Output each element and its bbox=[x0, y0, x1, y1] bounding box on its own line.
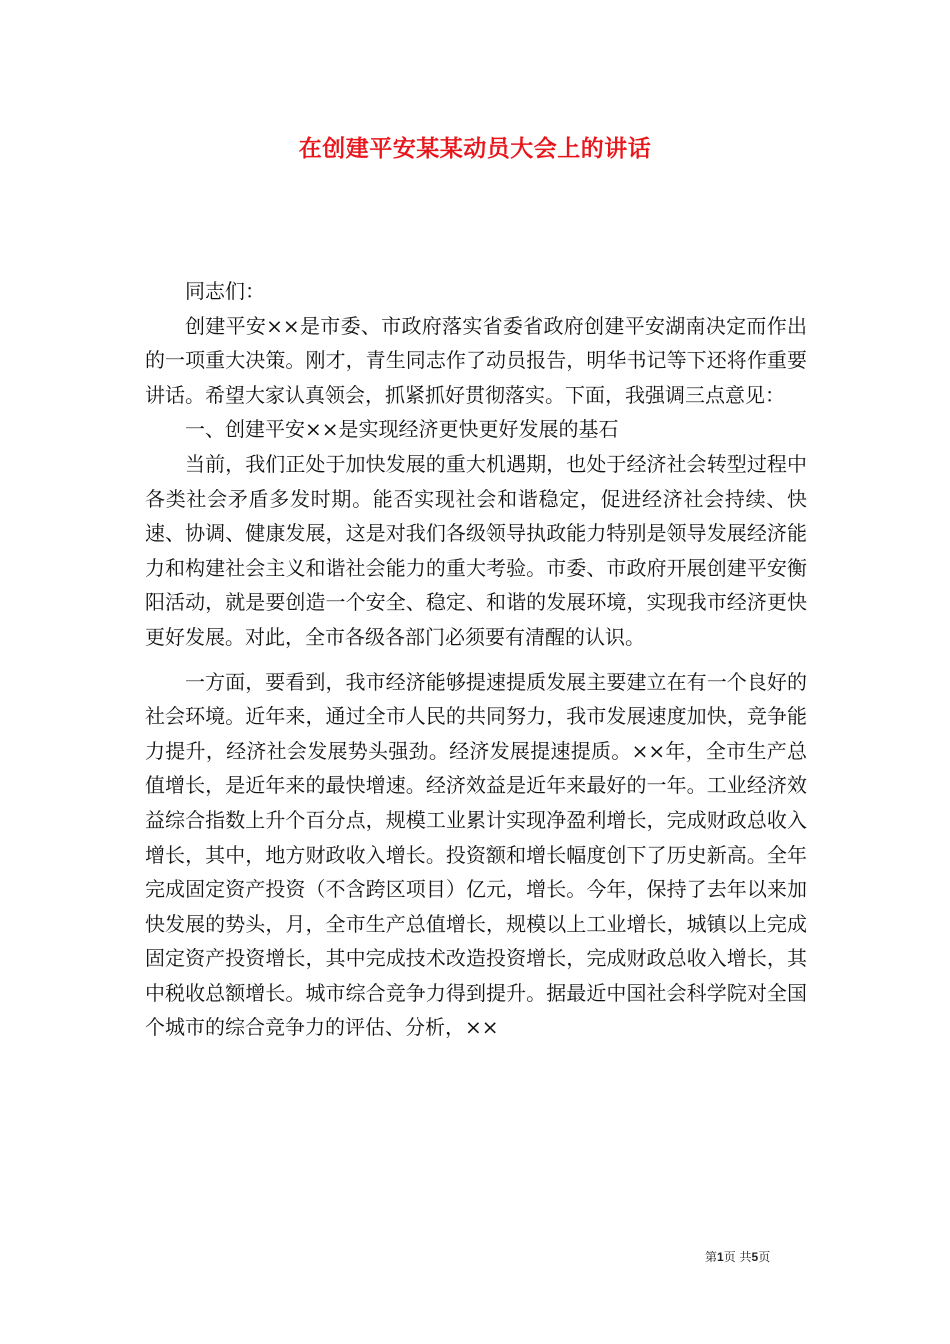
footer-prefix: 第 bbox=[705, 1250, 718, 1264]
paragraph: 当前，我们正处于加快发展的重大机遇期，也处于经济社会转型过程中各类社会矛盾多发时期。能否实现社会和谐稳定，促进经济社会持续、快速、协调、健康发展，这是对我们各级领导执政能力特别是领导发展经济能力和构建社会主义和谐社会能力的重大考验。市委、市政府开展创建平安衡阳活动，就是要创造一个安全、稳定、和谐的发展环境，实现我市经济更快更好发展。对此，全市各级各部门必须要有清醒的认识。 bbox=[145, 451, 807, 649]
page-number-footer bbox=[705, 1248, 815, 1265]
section-heading: 一、创建平安××是实现经济更快更好发展的基石 bbox=[185, 417, 619, 442]
footer-middle: 页 共 bbox=[723, 1250, 752, 1264]
document-body bbox=[145, 274, 807, 1045]
salutation: 同志们： bbox=[185, 279, 265, 303]
total-pages-number: 5 bbox=[751, 1250, 759, 1264]
footer-suffix: 页 bbox=[758, 1250, 771, 1264]
current-page-number: 1 bbox=[717, 1250, 724, 1264]
paragraph: 创建平安××是市委、市政府落实省委省政府创建平安湖南决定而作出的一项重大决策。刚才，青生同志作了动员报告，明华书记等下还将作重要讲话。希望大家认真领会，抓紧抓好贯彻落实。下面，我强调三点意见： bbox=[145, 313, 807, 407]
document-title: 在创建平安某某动员大会上的讲话 bbox=[298, 135, 652, 162]
paragraph: 一方面，要看到，我市经济能够提速提质发展主要建立在有一个良好的社会环境。近年来，通过全市人民的共同努力，我市发展速度加快，竞争能力提升，经济社会发展势头强劲。经济发展提速提质。××年，全市生产总值增长，是近年来的最快增速。经济效益是近年来最好的一年。工业经济效益综合指数上升个百分点，规模工业累计实现净盈利增长，完成财政总收入增长，其中，地方财政收入增长。投资额和增长幅度创下了历史新高。全年完成固定资产投资（不含跨区项目）亿元，增长。今年，保持了去年以来加快发展的势头，月，全市生产总值增长，规模以上工业增长，城镇以上完成固定资产投资增长，其中完成技术改造投资增长，完成财政总收入增长，其中税收总额增长。城市综合竞争力得到提升。据最近中国社会科学院对全国个城市的综合竞争力的评估、分析，×× bbox=[145, 669, 807, 1040]
